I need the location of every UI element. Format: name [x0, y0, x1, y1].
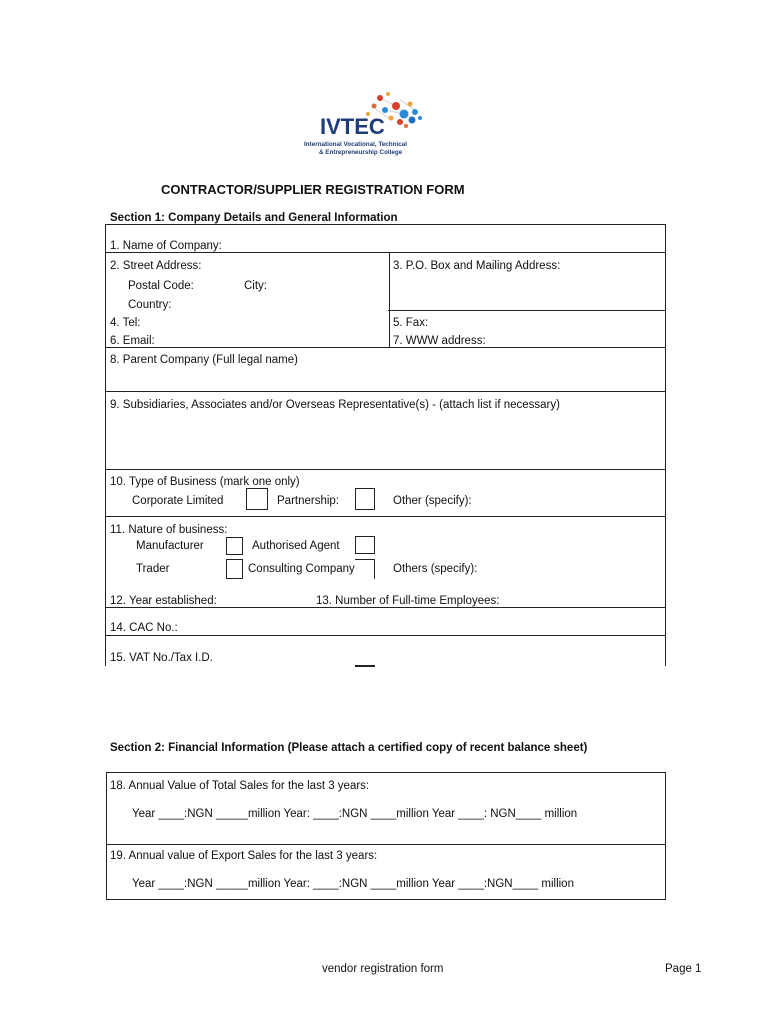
email-field[interactable]: 6. Email: — [110, 335, 155, 347]
ivtec-logo — [300, 88, 450, 163]
street-address-field[interactable]: 2. Street Address: — [110, 260, 202, 272]
manufacturer-checkbox[interactable] — [226, 537, 243, 555]
parent-company-field[interactable]: 8. Parent Company (Full legal name) — [110, 354, 298, 366]
fax-field[interactable]: 5. Fax: — [393, 317, 429, 329]
po-box-field[interactable]: 3. P.O. Box and Mailing Address: — [393, 260, 561, 272]
vat-field[interactable]: 15. VAT No./Tax I.D. — [110, 652, 213, 664]
vat-box-edge — [355, 665, 375, 667]
total-sales-input-line[interactable]: Year ____:NGN _____million Year: ____:NGN ____million Year ____: NGN____ million — [132, 808, 578, 820]
subsidiaries-field[interactable]: 9. Subsidiaries, Associates and/or Overseas Representative(s) - (attach list if necessary) — [110, 399, 560, 411]
trader-checkbox[interactable] — [226, 559, 243, 579]
logo-subtitle-line1: International Vocational, Technical — [304, 141, 407, 148]
other-specify-field[interactable]: Other (specify): — [393, 495, 472, 507]
authorised-agent-checkbox[interactable] — [355, 536, 375, 554]
form-title: CONTRACTOR/SUPPLIER REGISTRATION FORM — [161, 182, 465, 197]
section2-heading: Section 2: Financial Information (Please attach a certified copy of recent balance sheet) — [110, 742, 588, 754]
export-sales-input-line[interactable]: Year ____:NGN _____million Year: ____:NGN ____million Year ____:NGN____ million — [132, 878, 574, 890]
page-number: Page 1 — [665, 963, 702, 975]
company-name-field[interactable]: 1. Name of Company: — [110, 240, 222, 252]
country-field[interactable]: Country: — [128, 299, 172, 311]
logo-subtitle-line2: & Entrepreneurship College — [319, 149, 403, 156]
business-type-label: 10. Type of Business (mark one only) — [110, 476, 300, 488]
trader-label: Trader — [136, 563, 170, 575]
employees-field[interactable]: 13. Number of Full-time Employees: — [316, 595, 500, 607]
corporate-limited-checkbox[interactable] — [246, 488, 268, 510]
cac-field[interactable]: 14. CAC No.: — [110, 622, 178, 634]
partnership-label: Partnership: — [277, 495, 340, 507]
logo-wordmark: IVTEC — [320, 114, 385, 139]
www-field[interactable]: 7. WWW address: — [393, 335, 486, 347]
others-specify-field[interactable]: Others (specify): — [393, 563, 478, 575]
footer-title: vendor registration form — [322, 963, 444, 975]
corporate-limited-label: Corporate Limited — [132, 495, 224, 507]
consulting-company-label: Consulting Company — [248, 563, 355, 575]
year-established-field[interactable]: 12. Year established: — [110, 595, 217, 607]
partnership-checkbox[interactable] — [355, 488, 375, 510]
tel-field[interactable]: 4. Tel: — [110, 317, 141, 329]
postal-code-field[interactable]: Postal Code: — [128, 280, 194, 292]
section1-heading: Section 1: Company Details and General Information — [110, 212, 398, 224]
manufacturer-label: Manufacturer — [136, 540, 204, 552]
export-sales-label: 19. Annual value of Export Sales for the last 3 years: — [110, 850, 378, 862]
total-sales-label: 18. Annual Value of Total Sales for the last 3 years: — [110, 780, 370, 792]
consulting-company-checkbox[interactable] — [355, 559, 375, 579]
nature-business-label: 11. Nature of business: — [110, 524, 228, 536]
city-field[interactable]: City: — [244, 280, 267, 292]
authorised-agent-label: Authorised Agent — [252, 540, 340, 552]
